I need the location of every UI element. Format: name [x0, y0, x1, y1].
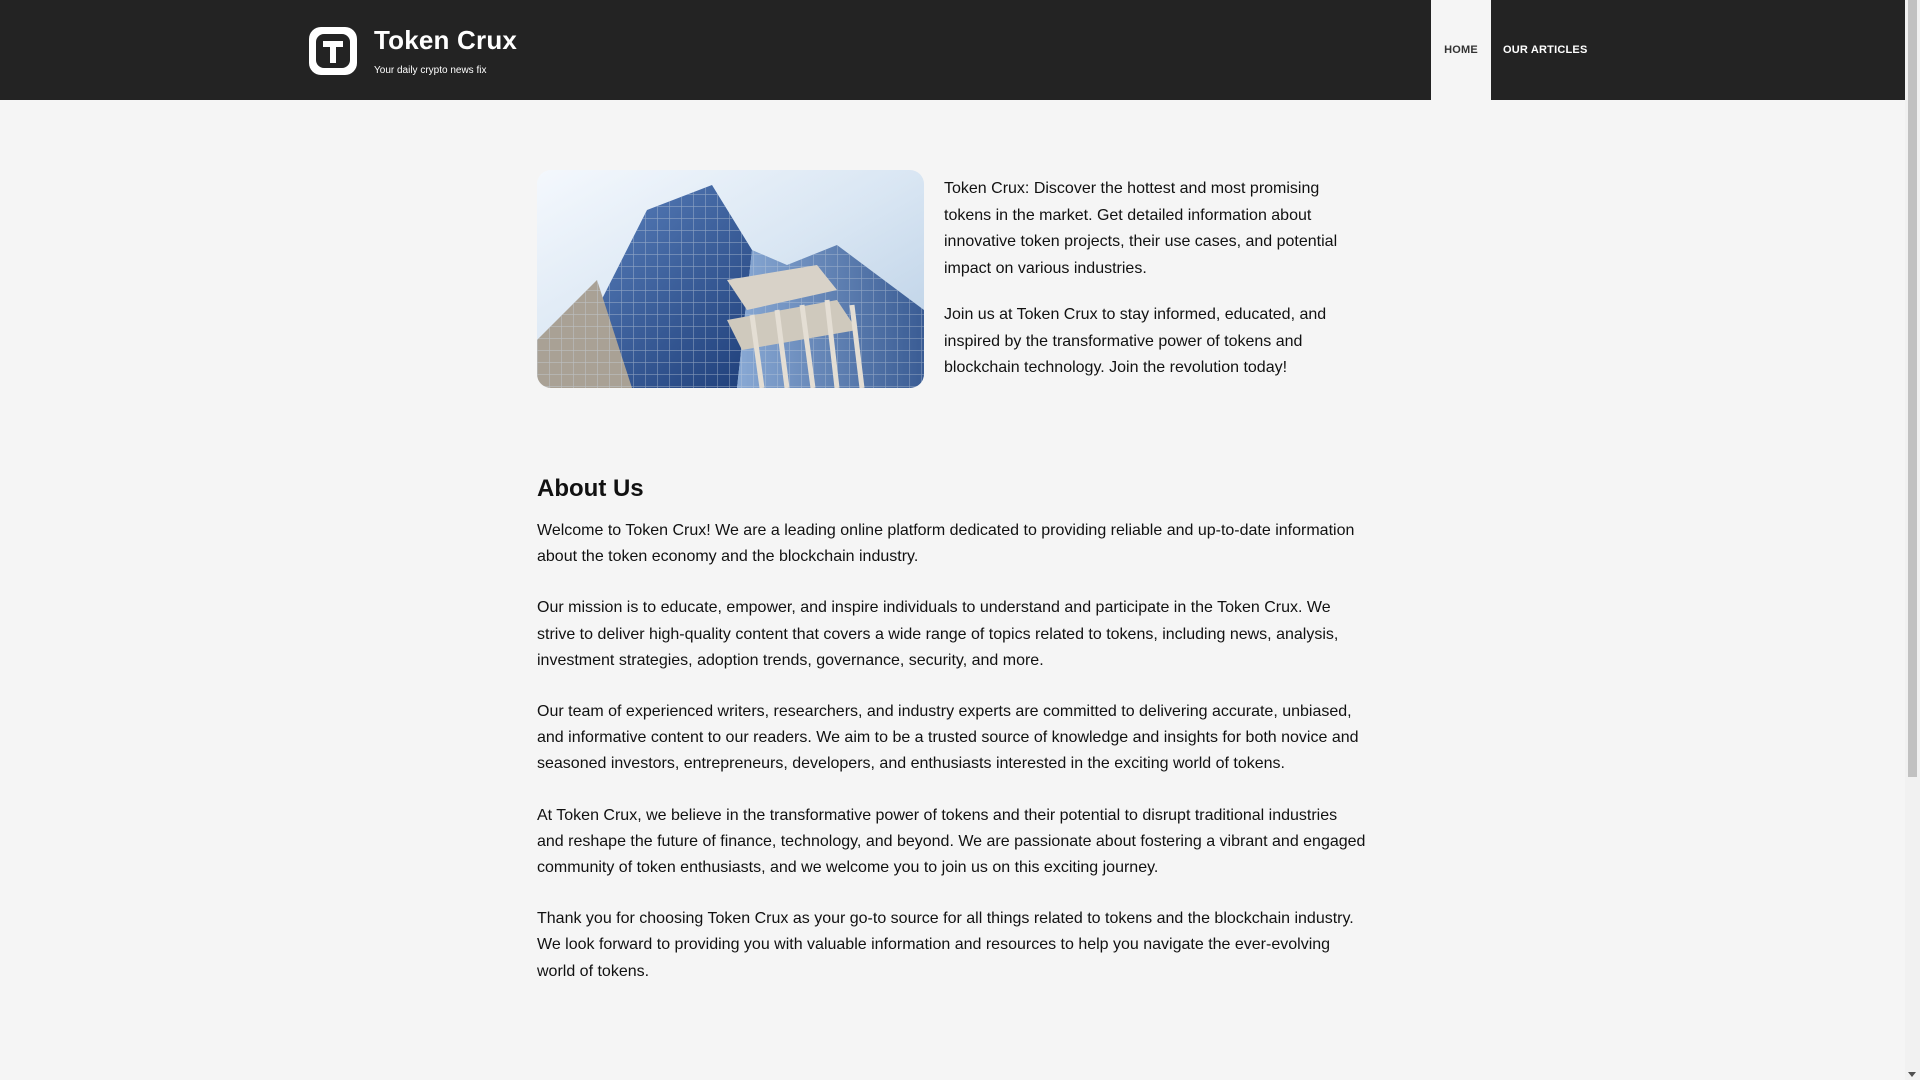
- hero-building-image: [537, 170, 924, 388]
- site-header: [0, 0, 1905, 100]
- logo-t-icon: [309, 27, 357, 75]
- about-paragraph: Our mission is to educate, empower, and inspire individuals to understand and participate in the Token Crux. We strive to deliver high-quality content that covers a wide range of topics related to tokens, including news, analysis, investment strategies, adoption trends, governance, security, and more.: [537, 599, 1339, 669]
- brand[interactable]: [309, 25, 517, 77]
- hero-paragraph: Token Crux: Discover the hottest and most promising tokens in the market. Get detailed information about innovative token projects, their use cases, and potential impact on various industries.: [944, 180, 1338, 277]
- hero-paragraph: Join us at Token Crux to stay informed, educated, and inspired by the transformative power of tokens and blockchain technology. Join the revolution today!: [944, 306, 1327, 376]
- about-paragraph: At Token Crux, we believe in the transformative power of tokens and their potential to disrupt traditional industries and reshape the future of finance, technology, and beyond. We are passionate about fostering a vibrant and engaged community of token enthusiasts, and we welcome you to join us on this exciting journey.: [537, 806, 1366, 877]
- page-scrollbar[interactable]: [1905, 0, 1920, 1080]
- hero-text: [944, 176, 1364, 402]
- about-paragraph: Our team of experienced writers, researchers, and industry experts are committed to delivering accurate, unbiased, and informative content to our readers. We aim to be a trusted source of knowledge and insights for both novice and seasoned investors, entrepreneurs, developers, and enthusiasts interested in the exciting world of tokens.: [537, 703, 1359, 773]
- nav-home[interactable]: HOME: [1431, 0, 1491, 100]
- scrollbar-thumb[interactable]: [1908, 0, 1917, 777]
- scroll-down-arrow-icon[interactable]: [1908, 1072, 1916, 1077]
- about-section: [537, 474, 1367, 1010]
- site-title[interactable]: Token Crux: [374, 25, 518, 55]
- brand-text: [374, 25, 517, 77]
- building-photo-icon: [537, 170, 924, 388]
- about-paragraph: Welcome to Token Crux! We are a leading online platform dedicated to providing reliable and up-to-date information about the token economy and the blockchain industry.: [537, 522, 1355, 566]
- main-nav: [1431, 0, 1600, 100]
- about-paragraph: Thank you for choosing Token Crux as your go-to source for all things related to tokens and the blockchain industry. We look forward to providing you with valuable information and resources to help you navigate the ever-evolving world of tokens.: [537, 910, 1354, 980]
- nav-our-articles[interactable]: OUR ARTICLES: [1503, 44, 1588, 56]
- site-logo[interactable]: [309, 27, 357, 75]
- site-tagline: Your daily crypto news fix: [374, 65, 487, 76]
- about-heading: About Us: [537, 475, 644, 502]
